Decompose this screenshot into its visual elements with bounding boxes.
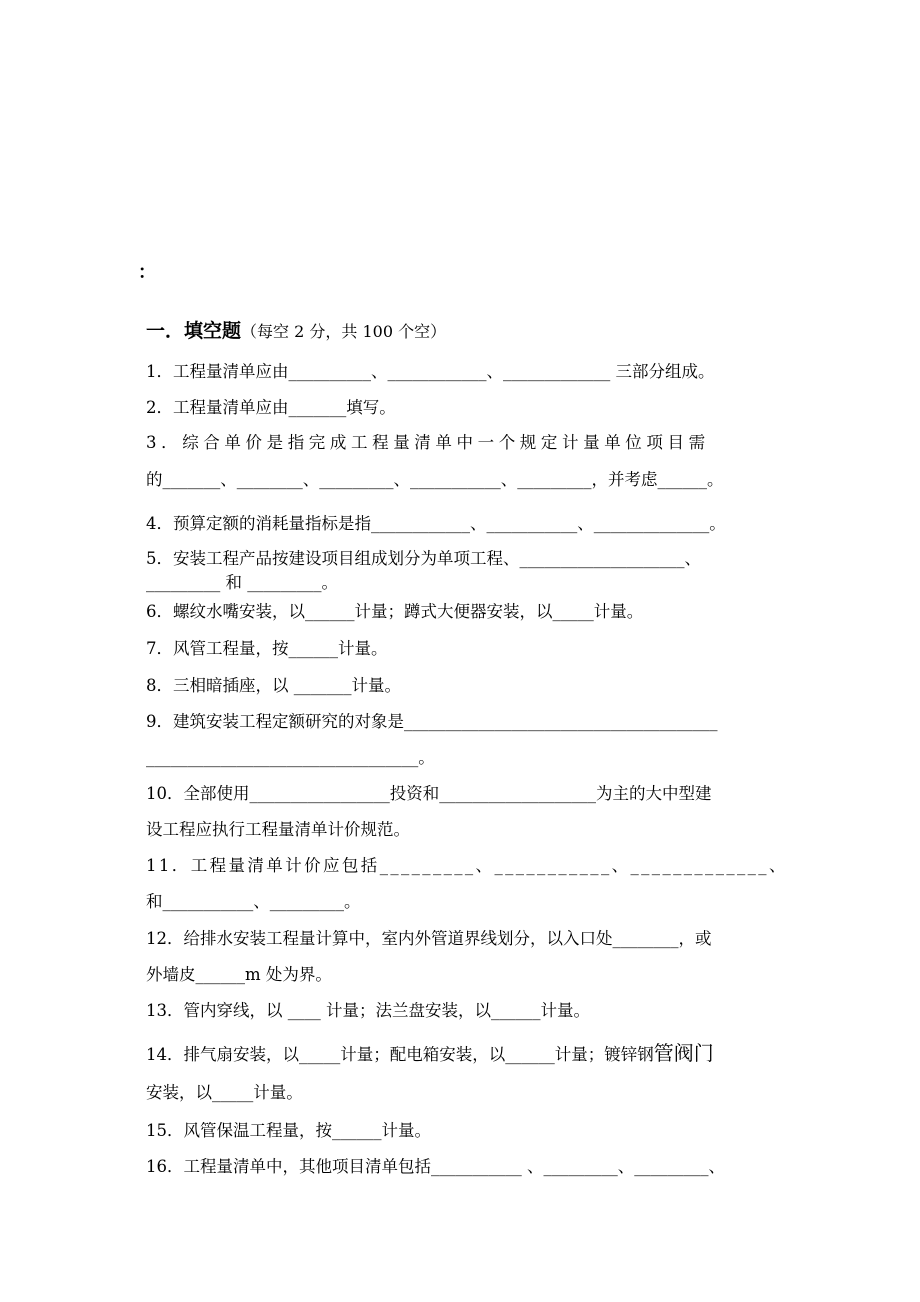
- question-15: 15．风管保温工程量，按______计量。: [146, 1121, 431, 1140]
- question-7: 7．风管工程量，按______计量。: [146, 639, 388, 658]
- question-16: 16．工程量清单中，其他项目清单包括___________ 、_________、_________、: [146, 1157, 725, 1176]
- question-11-line-1: 11．工程量清单计价应包括_________、___________、_____________、: [146, 856, 788, 875]
- question-9-line-2: _________________________________。: [146, 748, 435, 767]
- section-scoring-note: （每空 2 分，共 100 个空）: [241, 322, 447, 341]
- question-12-line-2: 外墙皮______m 处为界。: [146, 965, 332, 984]
- question-11-line-2: 和___________、_________。: [146, 892, 361, 911]
- section-number: 一．: [146, 320, 185, 342]
- question-2: 2．工程量清单应由_______填写。: [146, 398, 396, 417]
- question-10-line-1: 10．全部使用_________________投资和___________________为主的大中型建: [146, 784, 712, 803]
- question-5-line-1: 5．安装工程产品按建设项目组成划分为单项工程、____________________、: [146, 549, 701, 568]
- question-8: 8．三相暗插座，以 _______计量。: [146, 676, 401, 695]
- question-1: 1．工程量清单应由__________、____________、_____________ 三部分组成。: [146, 362, 715, 381]
- section-heading: [146, 316, 446, 343]
- question-5-line-2: _________ 和 _________。: [146, 573, 338, 592]
- question-10-line-2: 设工程应执行工程量清单计价规范。: [146, 820, 410, 839]
- question-14-large-text: 管阀门: [653, 1041, 714, 1065]
- question-14-text: 14．排气扇安装，以_____计量；配电箱安装，以______计量；镀锌钢: [146, 1045, 654, 1064]
- question-13: 13．管内穿线，以 ____ 计量；法兰盘安装，以______计量。: [146, 1001, 590, 1020]
- question-3-line-2: 的_______、________、_________、___________、_________，并考虑______。: [146, 470, 724, 489]
- question-14-line-1: [146, 1042, 714, 1066]
- question-12-line-1: 12．给排水安装工程量计算中，室内外管道界线划分，以入口处________，或: [146, 929, 712, 948]
- question-6: 6．螺纹水嘴安装，以______计量；蹲式大便器安装，以_____计量。: [146, 602, 644, 621]
- stray-colon: ：: [138, 262, 156, 283]
- section-title: 填空题: [184, 320, 242, 342]
- question-4: 4．预算定额的消耗量指标是指____________、___________、______________。: [146, 514, 726, 533]
- question-3-line-1: 3．综合单价是指完成工程量清单中一个规定计量单位项目需: [146, 433, 710, 452]
- question-14-line-2: 安装，以_____计量。: [146, 1083, 303, 1102]
- question-9-line-1: 9．建筑安装工程定额研究的对象是______________________________________: [146, 712, 718, 731]
